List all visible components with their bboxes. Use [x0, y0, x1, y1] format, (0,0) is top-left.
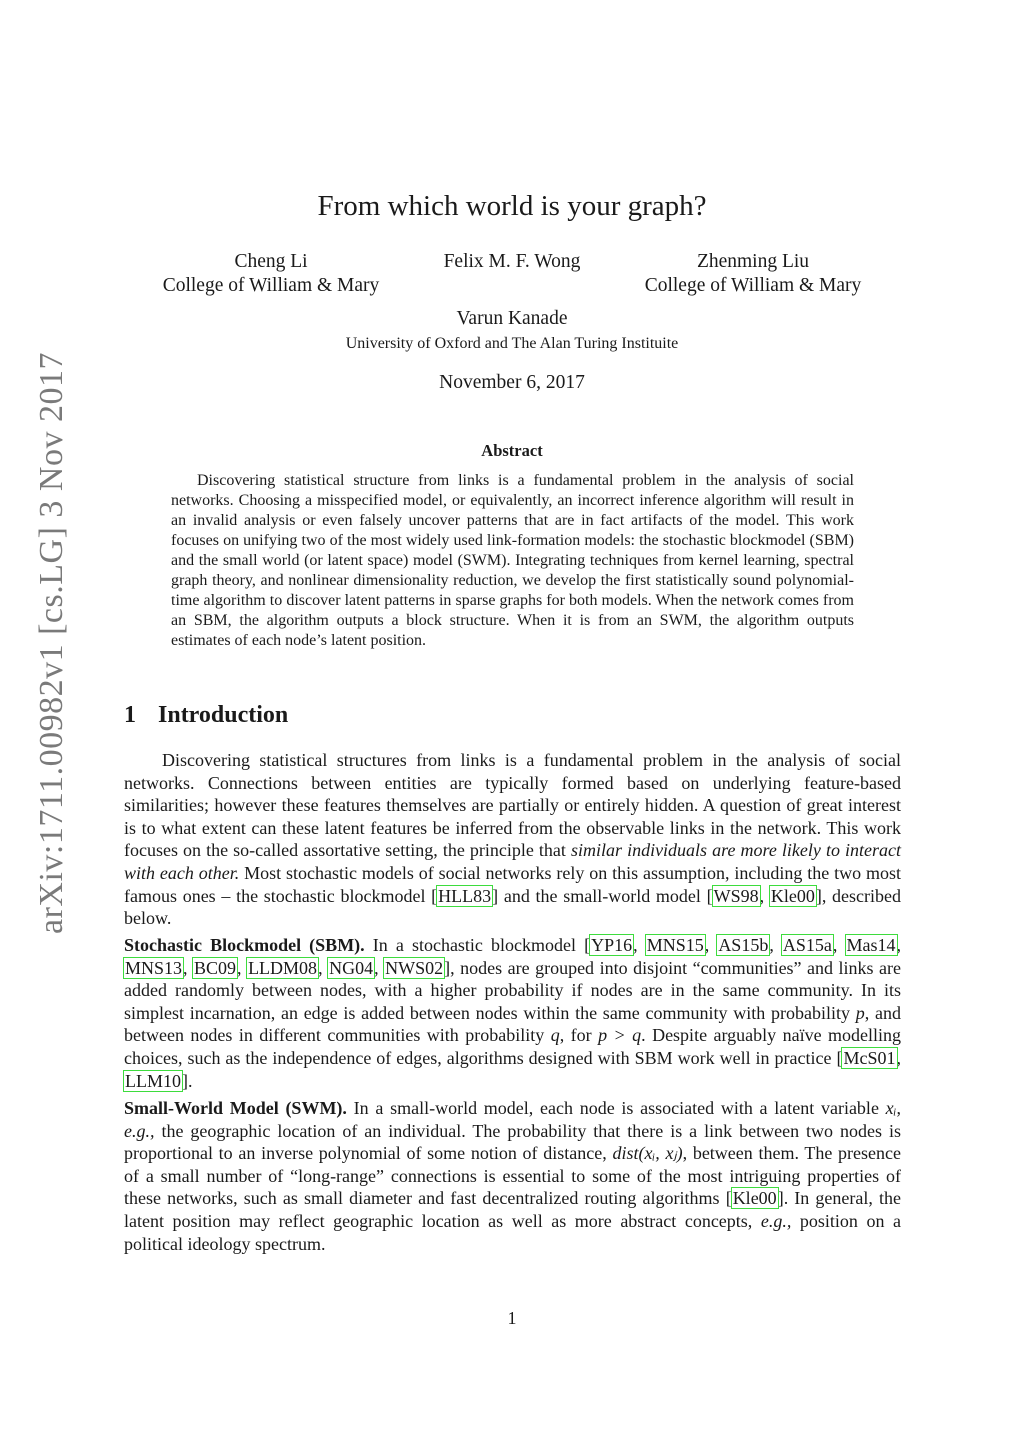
intro-paragraph-sbm: Stochastic Blockmodel (SBM). In a stochastic blockmodel [YP16, MNS15, AS15b, AS15a, Mas14, MNS13, BC09, LLDM08, NG04, NWS02], nodes are grouped into disjoint “communities” and links are added randomly between nodes, with a higher probability if nodes are in the same community. In its simplest incarnation, an edge is added between nodes within the same community with probability p, and between nodes in different communities with probability q, for p > q. Despite arguably naïve modelling choices, such as the independence of edges, algorithms designed with SBM work well in practice [McS01, LLM10].: [124, 935, 902, 1091]
math-inequality: p > q: [598, 1025, 642, 1046]
author-block-1: [150, 250, 392, 298]
section-title: Introduction: [158, 702, 289, 728]
intro-paragraph-swm: Small-World Model (SWM). In a small-world model, each node is associated with a latent variable xᵢ, e.g., the geographic location of an individual. The probability that there is a link between two nodes is proportional to an inverse polynomial of some notion of distance, dist(xᵢ, xⱼ), between them. The presence of a small number of “long-range” connections is essential to some of the most intriguing properties of these networks, such as small diameter and fast decentralized routing algorithms [Kle00]. In general, the latent position may reflect geographic location as well as more abstract concepts, e.g., position on a political ideology spectrum.: [124, 1098, 902, 1254]
citation-link-mns15[interactable]: MNS15: [646, 935, 704, 955]
math-variable: p: [855, 1002, 865, 1023]
paper-date: November 6, 2017: [439, 372, 585, 393]
citation-link-kle00[interactable]: Kle00: [770, 885, 815, 906]
italic-phrase: e.g.,: [124, 1120, 155, 1141]
citation-link-llm10[interactable]: LLM10: [125, 1070, 181, 1091]
arxiv-stamp-text: arXiv:1711.00982v1 [cs.LG] 3 Nov 2017: [33, 352, 70, 934]
citation-link-as15b[interactable]: AS15b: [718, 935, 769, 955]
citation-link-lldm08[interactable]: LLDM08: [248, 957, 318, 978]
citation-link-kle00-2[interactable]: Kle00: [732, 1188, 777, 1209]
author-affiliation: College of William & Mary: [162, 275, 380, 296]
author-name: Felix M. F. Wong: [443, 251, 581, 272]
text-run: Discovering statistical structures from links is a fundamental problem in the analysis of social networks. Connections between entities are typically formed based on underlying feature-based similarities; however these features themselves are partially or entirely hidden. A question of great interest is to what extent can these latent features be inferred from the observable links in the network. This work focuses on the so-called assortative setting, the principle that: [124, 750, 901, 861]
author-block-4: [262, 307, 762, 356]
math-variable: q: [550, 1025, 560, 1046]
abstract-heading: Abstract: [481, 441, 543, 460]
citation-link-mns13[interactable]: MNS13: [125, 957, 183, 978]
text-run: position on a political ideology spectrum.: [124, 1210, 901, 1254]
citation-link-bc09[interactable]: BC09: [194, 957, 237, 978]
intro-paragraph-1: Discovering statistical structures from links is a fundamental problem in the analysis of social networks. Connections between entities are typically formed based on underlying feature-based similarities; however these features themselves are partially or entirely hidden. A question of great interest is to what extent can these latent features be inferred from the observable links in the network. This work focuses on the so-called assortative setting, the principle that similar individuals are more likely to interact with each other. Most stochastic models of social networks rely on this assumption, including the two most famous ones – the stochastic blockmodel [HLL83] and the small-world model [WS98, Kle00], described below.: [124, 750, 902, 929]
section-heading: [124, 702, 288, 729]
text-run: In a stochastic blockmodel: [364, 935, 585, 955]
citation-link-hll83[interactable]: HLL83: [438, 885, 492, 906]
author-name: Varun Kanade: [456, 308, 568, 329]
text-run: and the small-world model: [498, 885, 707, 906]
text-run: Most stochastic models of social networks rely on this assumption, including the two most famous ones – the stochastic blockmodel: [124, 862, 901, 906]
author-name: Zhenming Liu: [696, 251, 810, 272]
italic-phrase: similar individuals are more likely to interact with each other.: [124, 840, 902, 883]
paragraph-heading: Small-World Model (SWM).: [124, 1098, 347, 1118]
abstract-text: Discovering statistical structure from links is a fundamental problem in the analysis of social networks. Choosing a misspecified model, or equivalently, an incorrect inference algorithm will result in an invalid analysis or even falsely uncover patterns that are in fact artifacts of the model. This work focuses on unifying two of the most widely used link-formation models: the stochastic blockmodel (SBM) and the small world (or latent space) model (SWM). Integrating techniques from kernel learning, spectral graph theory, and nonlinear dimensionality reduction, we develop the first statistically sound polynomial-time algorithm to discover latent patterns in sparse graphs for both models. When the network comes from an SBM, the algorithm outputs a block structure. When it is from an SWM, the algorithm outputs estimates of each node’s latent position.: [171, 472, 854, 649]
text-run: , and between nodes in different communities with probability: [124, 1002, 901, 1046]
page-number: 1: [507, 1308, 517, 1328]
text-run: .: [188, 1070, 193, 1091]
citation-link-mas14[interactable]: Mas14: [846, 935, 896, 955]
section-number: 1: [124, 702, 136, 728]
math-expression: dist(xᵢ, xⱼ): [612, 1143, 683, 1164]
text-run: , described below.: [124, 885, 901, 929]
paper-title: From which world is your graph?: [317, 190, 707, 222]
text-run: ,: [896, 1098, 901, 1118]
citation-link-nws02[interactable]: NWS02: [385, 957, 444, 978]
text-run: , nodes are grouped into disjoint “communities” and links are added randomly between nodes, with a higher probability if nodes are in the same community. In its simplest incarnation, an edge is added between nodes within the same community with probability: [124, 957, 902, 1023]
paragraph-heading: Stochastic Blockmodel (SBM).: [124, 935, 365, 955]
italic-phrase: e.g.,: [760, 1210, 792, 1231]
author-affiliation: College of William & Mary: [644, 275, 862, 296]
math-variable: xᵢ: [885, 1098, 897, 1118]
citation-link-ws98[interactable]: WS98: [713, 885, 759, 906]
citation-link-as15a[interactable]: AS15a: [782, 935, 832, 955]
text-run: . Despite arguably naïve modelling choices, such as the independence of edges, algorithms designed with SBM work well in practice: [124, 1025, 902, 1068]
author-affiliation: University of Oxford and The Alan Turing Instituite: [345, 335, 679, 352]
author-block-2: [412, 250, 612, 274]
citation-link-ng04[interactable]: NG04: [329, 957, 374, 978]
text-run: . In general, the latent position may reflect geographic location as well as more abstract concepts,: [124, 1188, 902, 1231]
text-run: the geographic location of an individual. The probability that there is a link between two nodes is proportional to an inverse polynomial of some notion of distance,: [124, 1120, 901, 1164]
author-name: Cheng Li: [234, 251, 308, 272]
citation-link-mcs01[interactable]: McS01: [843, 1047, 896, 1068]
text-run: , between them. The presence of a small number of “long-range” connections is essential to some of the most intriguing properties of these networks, such as small diameter and fast decentralized routing algorithms: [124, 1143, 901, 1209]
author-block-3: [632, 250, 874, 298]
citation-link-yp16[interactable]: YP16: [591, 935, 633, 955]
text-run: In a small-world model, each node is associated with a latent variable: [346, 1098, 886, 1118]
text-run: , for: [559, 1025, 599, 1046]
